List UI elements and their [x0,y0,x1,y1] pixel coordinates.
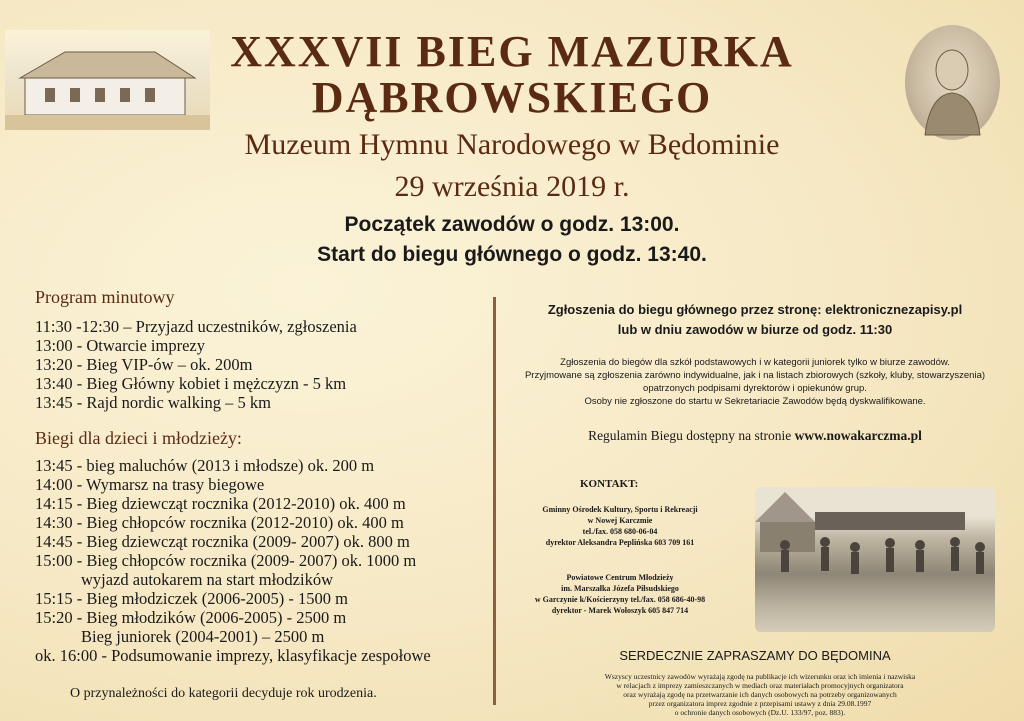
kids-heading: Biegi dla dzieci i młodzieży: [35,428,242,448]
rules-prefix: Regulamin Biegu dostępny na stronie [588,428,795,443]
list-item: 14:00 - Wymarsz na trasy biegowe [35,475,265,494]
detail-line: Przyjmowane są zgłoszenia zarówno indywidualne, jak i na listach zbiorowych (szkoły, kluby, stowarzyszenia) [524,370,986,381]
list-item: 14:45 - Bieg dziewcząt rocznika (2009- 2007) ok. 800 m [35,532,410,551]
list-item: 15:15 - Bieg młodziczek (2006-2005) - 1500 m [35,589,348,608]
invite-text: SERDECZNIE ZAPRASZAMY DO BĘDOMINA [619,648,891,663]
list-item: 11:30 -12:30 – Przyjazd uczestników, zgłoszenia [35,317,357,336]
rules-url-link[interactable]: www.nowakarczma.pl [794,428,922,443]
main-start-info: Start do biegu głównego o godz. 13:40. [317,243,707,266]
rules-line [505,428,1005,444]
registration-details [505,356,1005,408]
event-location: Muzeum Hymnu Narodowego w Będominie [244,128,780,161]
consent-line: oraz wyrażają zgodę na przetwarzanie ich danych osobowych na potrzeby organizowanych [623,690,897,699]
consent-line: w relacjach z imprezy zamieszczanych w mediach oraz materiałach promocyjnych organizatora [616,681,904,690]
list-item: 13:45 - bieg maluchów (2013 i młodsze) ok. 200 m [35,456,375,475]
list-item: 13:20 - Bieg VIP-ów – ok. 200m [35,355,253,374]
kids-list [35,456,431,665]
start-info: Początek zawodów o godz. 13:00. [344,213,680,236]
contact-line: w Garczynie k/Kościerzyny tel./fax. 058 686-40-98 [534,595,706,604]
contact-line: w Nowej Karczmie [587,516,653,525]
list-item: 14:30 - Bieg chłopców rocznika (2012-2010) ok. 400 m [35,513,404,532]
list-item: 13:45 - Rajd nordic walking – 5 km [35,393,272,412]
registration-line1: Zgłoszenia do biegu głównego przez stronę: elektronicznezapisy.pl [547,302,963,317]
event-title-line2: DĄBROWSKIEGO [311,73,713,122]
detail-line: Zgłoszenia do biegów dla szkół podstawowych i w kategorii juniorek tylko w biurze zawodów. [560,357,950,368]
runners-photo [755,487,995,632]
list-item: 13:00 - Otwarcie imprezy [35,336,205,355]
column-divider [493,297,496,705]
registration-line2: lub w dniu zawodów w biurze od godz. 11:30 [617,322,893,337]
list-item: Bieg juniorek (2004-2001) – 2500 m [81,627,325,646]
contact-line: dyrektor - Marek Wołoszyk 605 847 714 [551,606,689,615]
contact-line: tel./fax. 058 680-06-04 [582,527,658,536]
program-list [35,317,357,412]
contact-org1 [505,504,735,548]
contact-line: im. Marszałka Józefa Piłsudskiego [561,584,679,593]
consent-text [520,672,1000,717]
list-item: wyjazd autokarem na start młodzików [81,570,334,589]
contact-line: Gminny Ośrodek Kultury, Sportu i Rekreacji [542,505,698,514]
contact-org2 [505,572,735,616]
event-title-line1: XXXVII BIEG MAZURKA [230,27,794,76]
detail-line: opatrzonych podpisami dyrektorów i opiekunów grup. [643,383,867,394]
consent-line: o ochronie danych osobowych (Dz.U. 133/97, poz. 883). [674,708,846,717]
list-item: ok. 16:00 - Podsumowanie imprezy, klasyfikacje zespołowe [35,646,431,665]
contact-line: Powiatowe Centrum Młodzieży [566,573,674,582]
contact-heading: KONTAKT: [580,478,639,490]
list-item: 15:00 - Bieg chłopców rocznika (2009- 2007) ok. 1000 m [35,551,417,570]
registration-block [505,300,1005,340]
program-heading: Program minutowy [35,287,175,307]
consent-line: przez organizatora imprez zgodnie z przepisami ustawy z dnia 29.08.1997 [648,699,872,708]
list-item: 15:20 - Bieg młodzików (2006-2005) - 2500 m [35,608,347,627]
list-item: 14:15 - Bieg dziewcząt rocznika (2012-2010) ok. 400 m [35,494,406,513]
list-item: 13:40 - Bieg Główny kobiet i mężczyzn - 5 km [35,374,347,393]
category-note: O przynależności do kategorii decyduje rok urodzenia. [70,686,377,701]
consent-line: Wszyscy uczestnicy zawodów wyrażają zgodę na publikacje ich wizerunku oraz ich imienia i nazwiska [604,672,916,681]
event-date: 29 września 2019 r. [394,170,630,203]
detail-line: Osoby nie zgłoszone do startu w Sekretariacie Zawodów będą dyskwalifikowane. [584,396,926,407]
contact-line: dyrektor Aleksandra Peplińska 603 709 161 [545,538,695,547]
